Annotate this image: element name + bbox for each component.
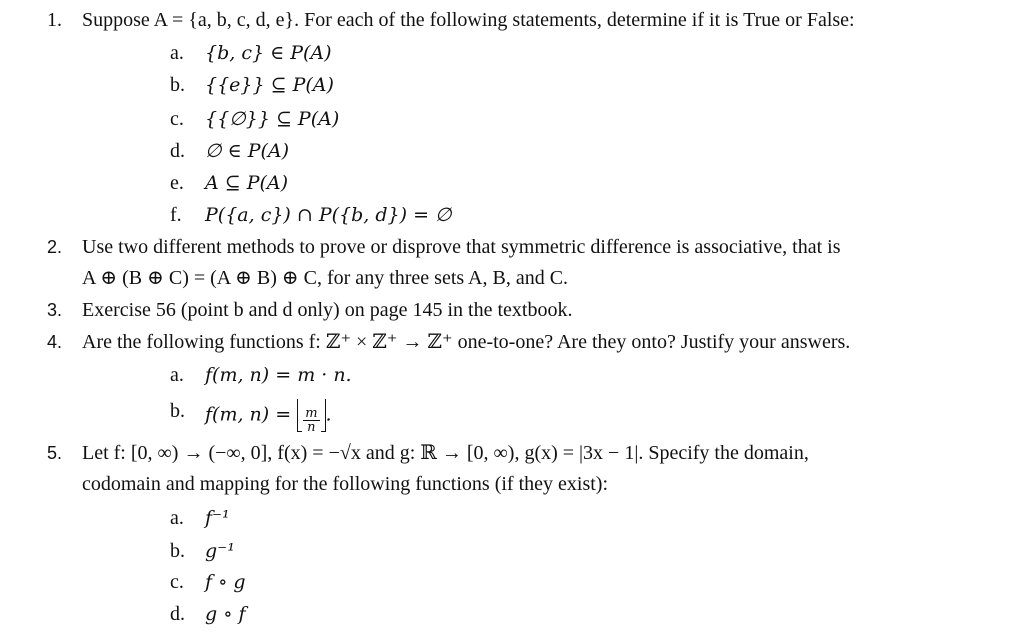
question-number: 5. (47, 443, 63, 463)
part-letter: a. (170, 364, 184, 386)
question-number: 2. (47, 237, 63, 257)
part-letter: a. (170, 507, 184, 529)
floor-brackets (297, 397, 325, 434)
question-text-line-2: A ⊕ (B ⊕ C) = (A ⊕ B) ⊕ C, for any three sets A, B, and C. (82, 267, 569, 289)
part-letter: c. (170, 108, 184, 130)
expression-prefix: f(m, n) = (205, 403, 298, 426)
part-expression: ∅ ∈ P(A) (205, 140, 290, 162)
question-text-line-1: Use two different methods to prove or disprove that symmetric difference is associative, that is (82, 236, 841, 258)
part-letter: e. (170, 172, 184, 194)
question-number: 3. (47, 300, 63, 320)
fraction-denominator: n (307, 420, 316, 435)
question-text: Are the following functions f: ℤ⁺ × ℤ⁺ → ℤ⁺ one-to-one? Are they onto? Justify your answers. (82, 331, 851, 353)
question-text: Exercise 56 (point b and d only) on page 145 in the textbook. (82, 299, 573, 321)
part-letter: c. (170, 571, 184, 593)
part-expression: {b, c} ∈ P(A) (205, 42, 332, 64)
part-letter: b. (170, 400, 185, 422)
part-letter: b. (170, 74, 185, 96)
part-expression: P({a, c}) ∩ P({b, d}) = ∅ (205, 204, 452, 226)
part-letter: f. (170, 204, 182, 226)
fraction (303, 407, 319, 434)
part-letter: b. (170, 540, 185, 562)
question-number: 4. (47, 332, 63, 352)
part-expression: f ∘ g (205, 571, 246, 593)
part-expression: f⁻¹ (205, 507, 230, 529)
part-letter: d. (170, 140, 185, 162)
part-expression: {{e}} ⊆ P(A) (205, 74, 334, 96)
part-expression: A ⊆ P(A) (205, 172, 289, 194)
part-expression: g⁻¹ (205, 540, 235, 562)
question-number: 1. (47, 9, 62, 31)
part-letter: d. (170, 603, 185, 625)
expression-suffix: . (325, 403, 332, 426)
part-expression: g ∘ f (205, 603, 246, 625)
part-expression: {{∅}} ⊆ P(A) (205, 108, 340, 130)
fraction-numerator: m (305, 406, 318, 421)
question-text-line-2: codomain and mapping for the following functions (if they exist): (82, 473, 608, 495)
part-expression (205, 397, 332, 434)
part-letter: a. (170, 42, 184, 64)
question-text-line-1: Let f: [0, ∞) → (−∞, 0], f(x) = −√x and g: ℝ → [0, ∞), g(x) = |3x − 1|. Specify the domain, (82, 442, 809, 464)
part-expression: f(m, n) = m · n. (205, 364, 352, 386)
question-text: Suppose A = {a, b, c, d, e}. For each of the following statements, determine if it is True or False: (82, 9, 855, 31)
